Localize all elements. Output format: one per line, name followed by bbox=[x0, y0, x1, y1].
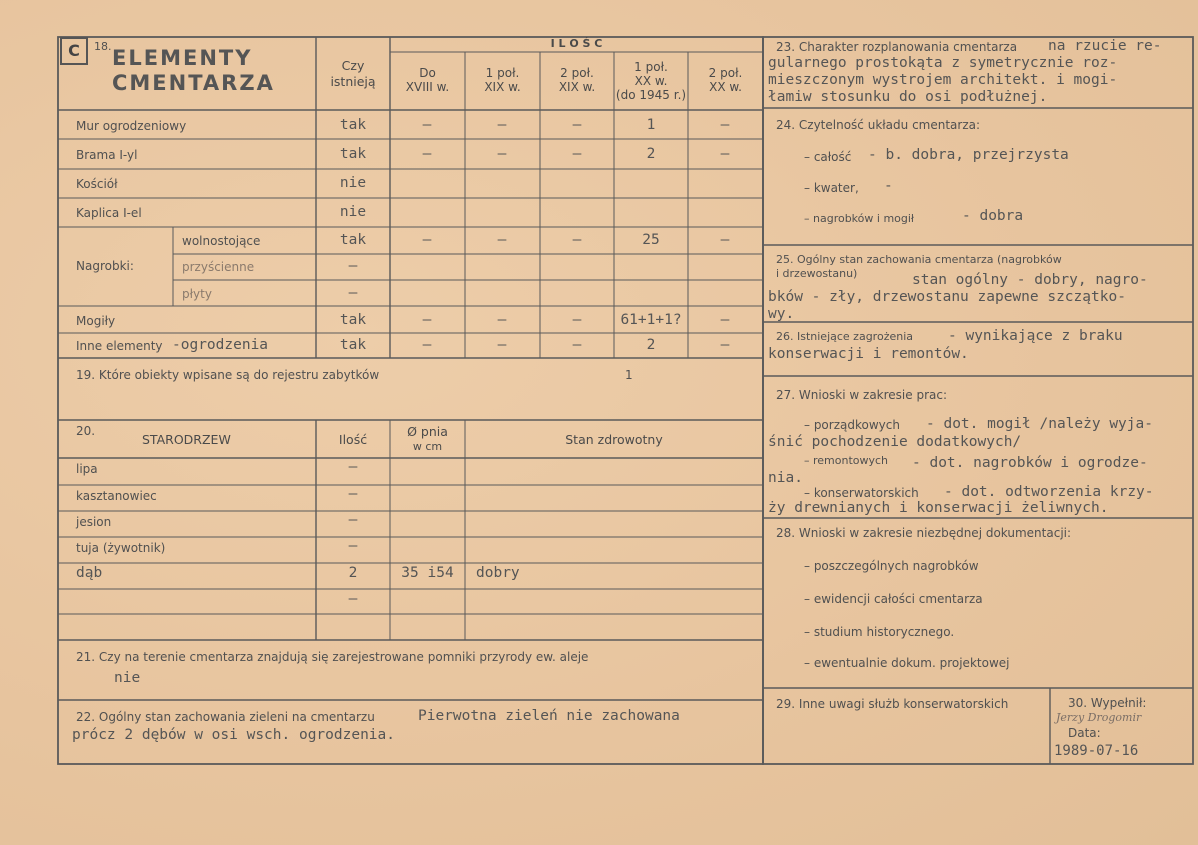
period-header-3-line-1: 2 poł. bbox=[560, 66, 594, 80]
s20-number: 20. bbox=[76, 424, 96, 438]
s24-l2: – kwater, bbox=[804, 181, 859, 195]
element-row-value: — bbox=[720, 312, 730, 328]
element-row-value: — bbox=[497, 232, 507, 248]
period-header-4-line-1: 1 poł. bbox=[634, 60, 668, 74]
s27-t1: - dot. mogił /należy wyja- bbox=[926, 416, 1153, 432]
tree-name: dąb bbox=[76, 565, 103, 581]
s27-t2: - dot. nagrobków i ogrodze- bbox=[912, 455, 1148, 471]
s27-l1: – porządkowych bbox=[804, 418, 900, 432]
s28-item-1: – poszczególnych nagrobków bbox=[804, 559, 979, 573]
form-letter-box: C bbox=[60, 37, 88, 65]
element-row-label: wolnostojące bbox=[182, 234, 261, 248]
element-row-exists: tak bbox=[339, 232, 367, 248]
s27-t1b: śnić pochodzenie dodatkowych/ bbox=[768, 434, 1022, 450]
element-row-exists: tak bbox=[339, 146, 367, 162]
element-row-exists: – bbox=[348, 285, 358, 301]
nagrobki-label: Nagrobki: bbox=[76, 259, 134, 273]
col-czy-line1: Czy bbox=[341, 58, 365, 73]
col-czy-line2: istnieją bbox=[330, 74, 376, 89]
tree-name: kasztanowiec bbox=[76, 489, 157, 503]
element-row-exists: – bbox=[348, 258, 358, 274]
s24-v1: - b. dobra, przejrzysta bbox=[868, 147, 1069, 163]
tree-count: – bbox=[348, 512, 358, 528]
tree-count: – bbox=[348, 486, 358, 502]
element-row-label: Mur ogrodzeniowy bbox=[76, 119, 187, 133]
period-header-4-line-2: XX w. bbox=[634, 74, 668, 88]
tree-name: lipa bbox=[76, 462, 98, 476]
s29-label: 29. Inne uwagi służb konserwatorskich bbox=[776, 697, 1009, 711]
element-row-exists: tak bbox=[339, 337, 367, 353]
element-row-label: Kaplica I-el bbox=[76, 206, 142, 220]
s25-text2: bków - zły, drzewostanu zapewne szczątko- bbox=[768, 289, 1126, 305]
s24-l1: – całość bbox=[804, 150, 852, 164]
element-row-value: — bbox=[497, 117, 507, 133]
s27-l3: – konserwatorskich bbox=[804, 486, 919, 500]
s24-v3: - dobra bbox=[962, 208, 1024, 224]
element-row-value: 1 bbox=[646, 117, 656, 133]
element-row-value: 2 bbox=[646, 337, 656, 353]
element-row-exists: nie bbox=[339, 204, 367, 220]
s25-label2: i drzewostanu) bbox=[776, 267, 858, 280]
section-number: 18. bbox=[94, 40, 112, 53]
s25-text1: stan ogólny - dobry, nagro- bbox=[912, 272, 1148, 288]
s30-label: 30. Wypełnił: bbox=[1068, 696, 1147, 710]
period-header-2-line-1: 1 poł. bbox=[485, 66, 520, 80]
s28-item-3: – studium historycznego. bbox=[804, 625, 955, 639]
s20-col-pien-line2: w cm bbox=[412, 440, 443, 453]
s28-item-4: – ewentualnie dokum. projektowej bbox=[804, 656, 1010, 670]
s20-title: STARODRZEW bbox=[142, 432, 231, 447]
s19-mark: 1 bbox=[625, 368, 633, 382]
elements-title-line1: ELEMENTY bbox=[112, 46, 253, 70]
col-ilosc-header: I L O Ś C bbox=[550, 37, 603, 50]
s28-label: 28. Wnioski w zakresie niezbędnej dokumentacji: bbox=[776, 526, 1072, 540]
element-row-value: — bbox=[572, 117, 582, 133]
s21-answer: nie bbox=[114, 670, 141, 686]
tree-count: – bbox=[348, 459, 358, 475]
s24-label: 24. Czytelność układu cmentarza: bbox=[776, 118, 981, 132]
element-row-value: — bbox=[497, 312, 507, 328]
period-header-5-line-1: 2 poł. bbox=[708, 66, 743, 80]
s23-text2: gularnego prostokąta z symetrycznie roz- bbox=[768, 55, 1118, 71]
element-row-exists: tak bbox=[339, 117, 367, 133]
s30-filled-by: Jerzy Drogomir bbox=[1056, 711, 1142, 724]
s27-t3: - dot. odtworzenia krzy- bbox=[944, 484, 1154, 500]
s30-date-label: Data: bbox=[1068, 726, 1101, 740]
s26-text2: konserwacji i remontów. bbox=[768, 346, 969, 362]
s26-text1: - wynikające z braku bbox=[948, 328, 1123, 344]
element-row-exists: nie bbox=[339, 175, 367, 191]
tree-count: – bbox=[348, 538, 358, 554]
element-row-value: 25 bbox=[642, 232, 660, 248]
s24-v2: - bbox=[884, 178, 893, 194]
tree-health: dobry bbox=[476, 565, 520, 581]
element-row-value: – bbox=[572, 232, 582, 248]
s20-col-pien-line1: Ø pnia bbox=[407, 424, 448, 439]
s28-item-2: – ewidencji całości cmentarza bbox=[804, 592, 983, 606]
s24-l3: – nagrobków i mogił bbox=[804, 212, 915, 225]
element-row-value: — bbox=[422, 146, 432, 162]
element-row-value: – bbox=[572, 337, 582, 353]
element-row-value: — bbox=[720, 117, 730, 133]
element-row-label: Brama I-yl bbox=[76, 148, 138, 162]
s27-l2: – remontowych bbox=[804, 454, 889, 467]
element-row-value: – bbox=[572, 312, 582, 328]
tree-name: tuja (żywotnik) bbox=[76, 541, 166, 555]
tree-count: – bbox=[348, 591, 358, 607]
s25-text3: wy. bbox=[768, 306, 795, 322]
s21-label: 21. Czy na terenie cmentarza znajdują się zarejestrowane pomniki przyrody ew. aleje bbox=[76, 650, 589, 664]
element-row-exists: tak bbox=[339, 312, 367, 328]
s27-t2b: nia. bbox=[768, 470, 803, 486]
s22-text2: prócz 2 dębów w osi wsch. ogrodzenia. bbox=[72, 727, 396, 743]
s27-t3b: ży drewnianych i konserwacji żeliwnych. bbox=[768, 500, 1109, 516]
element-row-value: — bbox=[720, 232, 730, 248]
element-row-label: Inne elementy bbox=[76, 339, 163, 353]
s19-label: 19. Które obiekty wpisane są do rejestru zabytków bbox=[76, 368, 380, 382]
period-header-2-line-2: XIX w. bbox=[484, 80, 521, 94]
s30-date: 1989-07-16 bbox=[1054, 743, 1139, 759]
s23-text1: na rzucie re- bbox=[1048, 38, 1162, 54]
element-row-value: — bbox=[422, 232, 432, 248]
s20-col-ilosc: Ilość bbox=[338, 432, 368, 447]
element-row-value: — bbox=[497, 146, 507, 162]
tree-name: jesion bbox=[76, 515, 112, 529]
element-row-label: Mogiły bbox=[76, 314, 116, 328]
element-row-value: — bbox=[720, 146, 730, 162]
element-row-value: — bbox=[422, 117, 432, 133]
s20-col-stan: Stan zdrowotny bbox=[565, 432, 663, 447]
element-row-value: — bbox=[720, 337, 730, 353]
element-row-value: 61+1+1? bbox=[620, 312, 682, 328]
s25-label1: 25. Ogólny stan zachowania cmentarza (nagrobków bbox=[776, 253, 1062, 266]
element-row-value: — bbox=[572, 146, 582, 162]
s27-label: 27. Wnioski w zakresie prac: bbox=[776, 388, 948, 402]
period-header-5-line-2: XX w. bbox=[709, 80, 742, 94]
element-row-label: przyścienne bbox=[182, 260, 255, 274]
period-header-1-line-2: XVIII w. bbox=[405, 80, 450, 94]
element-row-value: — bbox=[422, 337, 432, 353]
s23-text4: łamiw stosunku do osi podłużnej. bbox=[768, 89, 1048, 105]
period-header-1-line-1: Do bbox=[419, 66, 436, 80]
tree-count: 2 bbox=[348, 565, 358, 581]
element-row-value: – bbox=[422, 312, 432, 328]
period-header-4-line-3: (do 1945 r.) bbox=[615, 88, 687, 102]
s23-label: 23. Charakter rozplanowania cmentarza bbox=[776, 40, 1018, 54]
elements-title-line2: CMENTARZA bbox=[112, 71, 275, 95]
element-row-value: — bbox=[497, 337, 507, 353]
period-header-3-line-2: XIX w. bbox=[558, 80, 596, 94]
s26-label: 26. Istniejące zagrożenia bbox=[776, 330, 914, 343]
s22-label: 22. Ogólny stan zachowania zieleni na cmentarzu bbox=[76, 710, 375, 724]
element-row-value: 2 bbox=[646, 146, 656, 162]
s22-text1: Pierwotna zieleń nie zachowana bbox=[418, 708, 680, 724]
element-row-label: płyty bbox=[182, 287, 212, 301]
s23-text3: mieszczonym wystrojem architekt. i mogi- bbox=[768, 72, 1118, 88]
element-row-label: Kościół bbox=[76, 177, 118, 191]
tree-trunk-diameter: 35 i54 bbox=[401, 565, 454, 581]
element-row-typed-label: -ogrodzenia bbox=[172, 337, 269, 353]
